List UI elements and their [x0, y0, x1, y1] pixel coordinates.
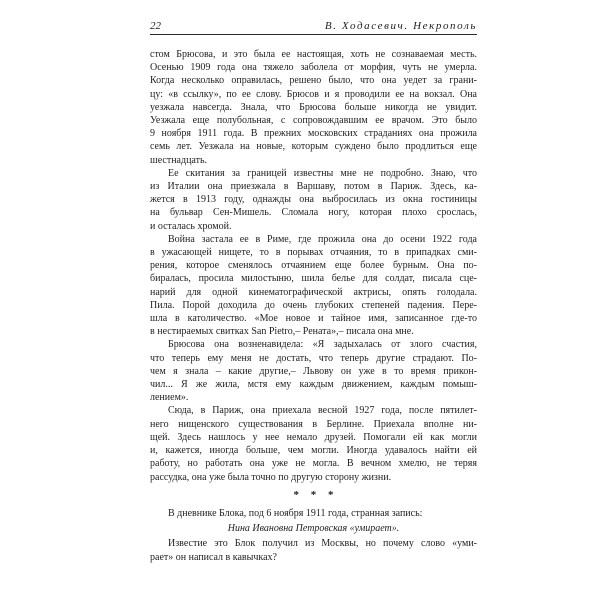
text-line: щей. Здесь нашлось у нее немало друзей. Помогали ей как могли: [150, 431, 477, 443]
text-line: Ее скитания за границей известны мне не подробно. Знаю, что: [168, 167, 477, 179]
text-line: Когда несколько оправилась, решено было, что она уедет за грани-: [150, 75, 477, 87]
text-line: Пила. Порой доходила до очень глубоких степеней падения. Пере-: [150, 299, 477, 311]
running-title: В. Ходасевич. Некрополь: [324, 20, 477, 32]
paragraph: [150, 167, 477, 233]
text-line: чем я знала – какие другие,– Львову он уже в то время прикон-: [150, 365, 477, 377]
text-line: биралась, просила милостыню, шила белье для солдат, писала сце-: [150, 273, 477, 285]
text-line: Война застала ее в Риме, где прожила она до осени 1922 года: [168, 233, 477, 245]
text-line: рения, которое сменялось отчаянием еще более бурным. Она по-: [150, 260, 477, 272]
text-line: Брюсова она возненавидела: «Я задыхалась от злого счастия,: [168, 339, 477, 351]
text-line: него нищенского существования в Берлине. Приехала вполне ни-: [150, 418, 477, 430]
text-line: и, кажется, иногда больше, чем могли. Иногда удавалось найти ей: [150, 445, 477, 457]
text-line: шестнадцать.: [150, 154, 208, 166]
text-line: жется в 1913 году, однажды она выбросилась из окна гостиницы: [150, 194, 477, 206]
paragraph: [150, 507, 477, 520]
page-body: [150, 48, 477, 564]
page-number: 22: [150, 20, 161, 32]
paragraph: [150, 338, 477, 404]
text-line: семь лет. Уезжала на новые, которым суждено было продлиться еще: [150, 141, 477, 153]
text-line: лением».: [150, 392, 189, 404]
text-line: цу: «в ссылку», по ее слову. Брюсов и я проводили ее на вокзал. Она: [150, 88, 477, 100]
text-line: Осенью 1909 года она тяжело заболела от морфия, чуть не умерла.: [150, 62, 477, 74]
text-line: в нестираемых свитках San Pietro,– Рената»,– писала она мне.: [150, 326, 414, 338]
section-separator: * * *: [293, 488, 334, 501]
text-line: что теперь ему меня не достать, что теперь другие страдают. По-: [150, 352, 477, 364]
paragraph: [150, 404, 477, 483]
page-content: [150, 20, 477, 564]
text-line: шла в католичество. «Мое новое и тайное имя, записанное где-то: [150, 313, 477, 325]
paragraph: [150, 537, 477, 563]
text-line: работу, но работать она уже не могла. В вечном хмелю, не теряя: [150, 458, 477, 470]
text-line: на бульвар Сен-Мишель. Сломала ногу, которая плохо срослась,: [150, 207, 477, 219]
epigraph-line: Нина Ивановна Петровская «умирает».: [227, 523, 400, 535]
text-line: Сюда, в Париж, она приехала весной 1927 года, после пятилет-: [168, 405, 477, 417]
text-line: 9 ноября 1911 года. В прежних московских страданиях она прожила: [150, 128, 477, 140]
text-line: рассудка, она уже была точно по другую сторону жизни.: [150, 471, 392, 483]
text-line: В дневнике Блока, под 6 ноября 1911 года, странная запись:: [168, 507, 423, 519]
text-line: и осталась хромой.: [150, 220, 232, 232]
text-line: Известие это Блок получил из Москвы, но почему слово «уми-: [168, 538, 477, 550]
header-rule: [150, 34, 477, 35]
paragraph: [150, 48, 477, 167]
text-line: нарий для одной кинематографической актрисы, опять голодала.: [150, 286, 477, 298]
paragraph: [150, 233, 477, 339]
text-line: уезжала навсегда. Знала, что Брюсова больше никогда не увидит.: [150, 101, 477, 113]
text-line: из Италии она приезжала в Варшаву, потом в Париж. Здесь, ка-: [150, 181, 477, 193]
page-header: [150, 20, 477, 32]
epigraph: [150, 522, 477, 535]
text-line: в ужасающей нищете, то в порывах отчаяния, то в припадках сми-: [150, 247, 477, 259]
text-line: чил... Я же жила, мстя ему каждым движением, каждым помыш-: [150, 379, 477, 391]
text-line: рает» он написал в кавычках?: [150, 551, 277, 563]
text-line: стом Брюсова, и это была ее настоящая, хоть не сознаваемая месть.: [150, 49, 477, 60]
text-line: Уезжала еще полубольная, с сопровождавшим ее врачом. Это было: [150, 115, 477, 127]
